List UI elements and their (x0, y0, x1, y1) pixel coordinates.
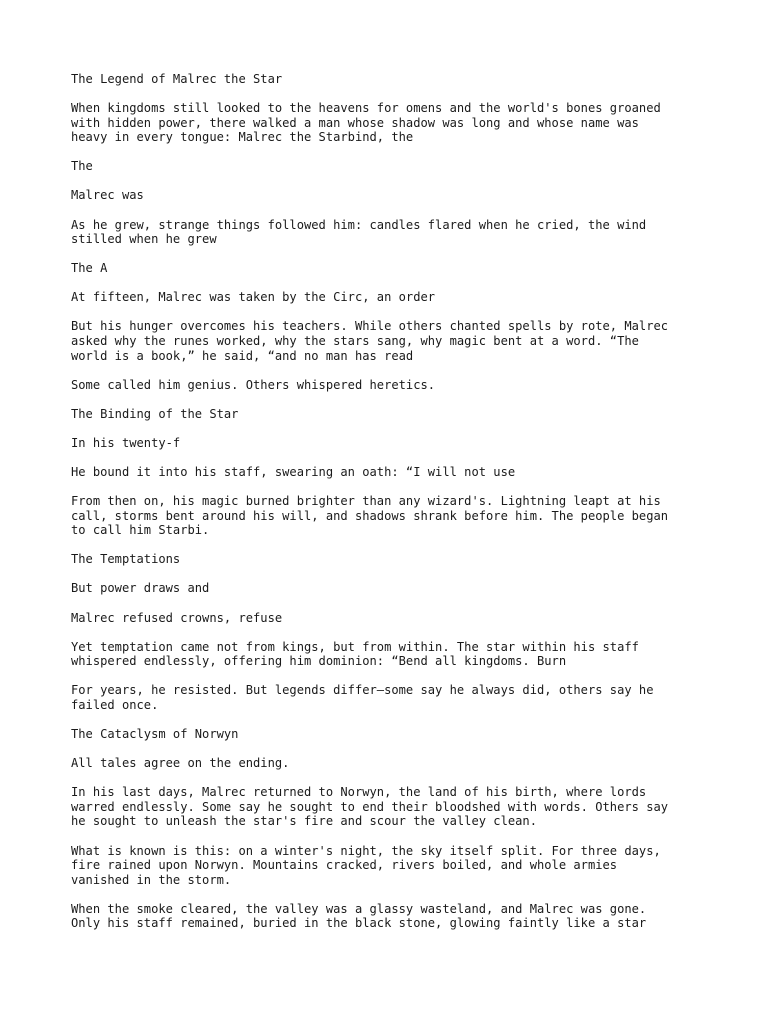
paragraph: For years, he resisted. But legends differ—some say he always did, others say he failed once. (71, 683, 654, 712)
paragraph: What is known is this: on a winter's night, the sky itself split. For three days, fire rained upon Norwyn. Mountains cracked, rivers boiled, and whole armies vanished in the storm. (71, 843, 661, 887)
paragraph: From then on, his magic burned brighter than any wizard's. Lightning leapt at his call, storms bent around his will, and shadows shrank before him. The people began to call him Starbi. (71, 494, 669, 538)
section-heading: The Cataclysm of Norwyn (71, 727, 239, 742)
paragraph: At fifteen, Malrec was taken by the Circ, an order (71, 290, 436, 305)
document-body (71, 72, 711, 945)
paragraph: But power draws and (71, 581, 210, 596)
paragraph: Malrec refused crowns, refuse (71, 610, 283, 625)
section-heading: The Temptations (71, 552, 181, 567)
paragraph: Yet temptation came not from kings, but from within. The star within his staff whispered endlessly, offering him dominion: “Bend all kingdoms. Burn (71, 639, 639, 669)
paragraph: Some called him genius. Others whispered heretics. (71, 377, 436, 392)
paragraph: The A (71, 261, 108, 276)
paragraph: In his twenty-f (71, 435, 181, 450)
paragraph: When the smoke cleared, the valley was a glassy wasteland, and Malrec was gone. Only his staff remained, buried in the black stone, glowing faintly like a star (71, 901, 647, 931)
paragraph: When kingdoms still looked to the heavens for omens and the world's bones groaned with hidden power, there walked a man whose shadow was long and whose name was heavy in every tongue: Malrec the Starbind, the (71, 101, 661, 145)
document-title: The Legend of Malrec the Star (71, 72, 283, 86)
paragraph: He bound it into his staff, swearing an oath: “I will not use (71, 465, 516, 479)
section-heading: The Binding of the Star (71, 406, 239, 421)
paragraph: The (71, 159, 93, 174)
paragraph: But his hunger overcomes his teachers. While others chanted spells by rote, Malrec asked why the runes worked, why the stars sang, why magic bent at a word. “The world is a book,” he said, “and no man has read (71, 319, 669, 363)
paragraph: As he grew, strange things followed him: candles flared when he cried, the wind stilled when he grew (71, 217, 647, 247)
paragraph: Malrec was (71, 188, 144, 203)
paragraph: In his last days, Malrec returned to Norwyn, the land of his birth, where lords warred endlessly. Some say he sought to end their bloodshed with words. Others say he sought to unleash the star's fire and scour the valley clean. (71, 785, 669, 829)
paragraph: All tales agree on the ending. (71, 756, 290, 771)
